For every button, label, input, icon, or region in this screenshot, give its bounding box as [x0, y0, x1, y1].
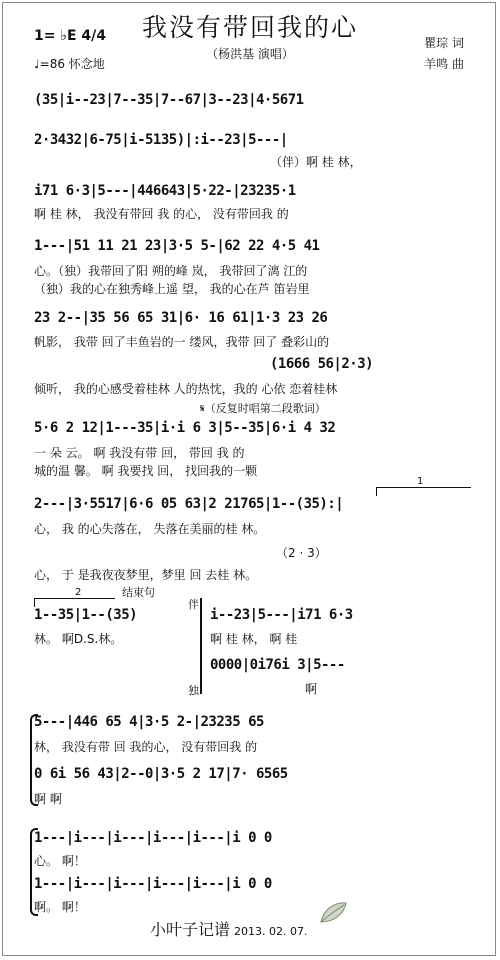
- repeat-note-text: （反复时唱第二段歌词）: [204, 402, 326, 415]
- lyric-line-9a: 林。 啊D.S.林。: [34, 632, 123, 646]
- lyric-line-5: 帆影， 我带 回了丰鱼岩的一 缕风，我带 回了 叠彩山的: [34, 335, 330, 349]
- lyric-line-2: （伴）啊 桂 林，: [270, 155, 362, 169]
- leaf-icon: [318, 900, 348, 926]
- lyric-line-4b: （独）我的心在独秀峰上遥 望， 我的心在芦 笛岩里: [34, 282, 310, 296]
- lyric-line-3: 啊 桂 林， 我没有带回 我 的心， 没有带回我 的: [34, 207, 289, 221]
- lyric-line-11a: 林， 我没有带 回 我的心， 没有带回我 的: [34, 740, 258, 754]
- lyricist-credit: 瞿琮 词: [424, 36, 464, 50]
- score-line-8: 2---|3·5517|6·6 05 63|2 21765|1--(35):|: [34, 496, 344, 512]
- segno-mark: 𝄋: [200, 402, 205, 415]
- score-line-9b: i--23|5---|i71 6·3: [210, 607, 353, 623]
- volta-1-label: 1: [417, 476, 424, 487]
- score-line-11b: 0 6i 56 43|2--0|3·5 2 17|7· 6565: [34, 766, 288, 782]
- lyric-line-4a: 心。（独）我带回了阳 朔的峰 岚， 我带回了漓 江的: [34, 264, 308, 278]
- score-line-10: 0000|0i76i 3|5---: [210, 657, 345, 673]
- score-line-6: (1666 56|2·3): [270, 356, 374, 372]
- volta-bracket-2: [34, 587, 115, 607]
- signature-text: 小叶子记谱: [150, 920, 231, 939]
- lyric-line-7a: 一 朵 云。 啊 我没有带 回， 带回 我 的: [34, 446, 245, 460]
- tempo-marking: ♩=86 怀念地: [34, 57, 105, 71]
- duet-brace: [200, 598, 208, 694]
- score-line-12b: 1---|i---|i---|i---|i---|i 0 0: [34, 876, 272, 892]
- song-title: 我没有带回我的心: [141, 13, 358, 42]
- lyric-line-12b: 啊。 啊！: [34, 900, 86, 914]
- ending-sentence-label: 结束句: [122, 586, 155, 599]
- transcriber-signature: [150, 917, 308, 940]
- score-line-1: (35|i--23|7--35|7--67|3--23|4·5671: [34, 92, 304, 108]
- lyric-line-9b: 啊 桂 林， 啊 桂: [210, 632, 298, 646]
- score-line-7: 5·6 2 12|1---35|i·i 6 3|5--35|6·i 4 32: [34, 420, 336, 436]
- score-line-12a: 1---|i---|i---|i---|i---|i 0 0: [34, 830, 272, 846]
- solo-label: 独: [188, 684, 199, 697]
- volta-bracket-1: [376, 476, 471, 496]
- score-line-2: 2·3432|6-75|i-5135)|:i--23|5---|: [34, 132, 288, 148]
- volta-2-label: 2: [75, 587, 82, 598]
- lyric-line-10: 啊: [305, 682, 318, 696]
- score-line-9a: 1--35|1--(35): [34, 607, 138, 623]
- performer-subtitle: （杨洪基 演唱）: [206, 47, 294, 61]
- accompaniment-label: 伴: [188, 598, 199, 611]
- lyric-line-7b: 城的温 馨。 啊 我要找 回， 找回我的一颗: [34, 464, 258, 478]
- lyric-line-11b: 啊 啊: [34, 792, 62, 806]
- lyric-line-8a: 心， 我 的心失落在， 失落在美丽的桂 林。: [34, 522, 266, 536]
- key-signature: 1= ♭E 4/4: [34, 28, 106, 44]
- score-line-3: i71 6·3|5---|446643|5·22-|23235·1: [34, 183, 296, 199]
- score-line-4: 1---|51 11 21 23|3·5 5-|62 22 4·5 41: [34, 238, 320, 254]
- lyric-line-8b: 心， 于 是我夜夜梦里，梦里 回 去桂 林。: [34, 568, 258, 582]
- paren-notes: （2 · 3）: [276, 546, 327, 560]
- score-line-11a: 5---|446 65 4|3·5 2-|23235 65: [34, 714, 264, 730]
- composer-credit: 羊鸣 曲: [424, 57, 464, 71]
- lyric-line-6: 倾听， 我的心感受着桂林 人的热忱，我的 心依 恋着桂林: [34, 382, 338, 396]
- score-line-5: 23 2--|35 56 65 31|6· 16 61|1·3 23 26: [34, 310, 328, 326]
- repeat-annotation: [200, 400, 326, 416]
- signature-date: 2013. 02. 07.: [234, 925, 308, 938]
- lyric-line-12a: 心。 啊！: [34, 854, 86, 868]
